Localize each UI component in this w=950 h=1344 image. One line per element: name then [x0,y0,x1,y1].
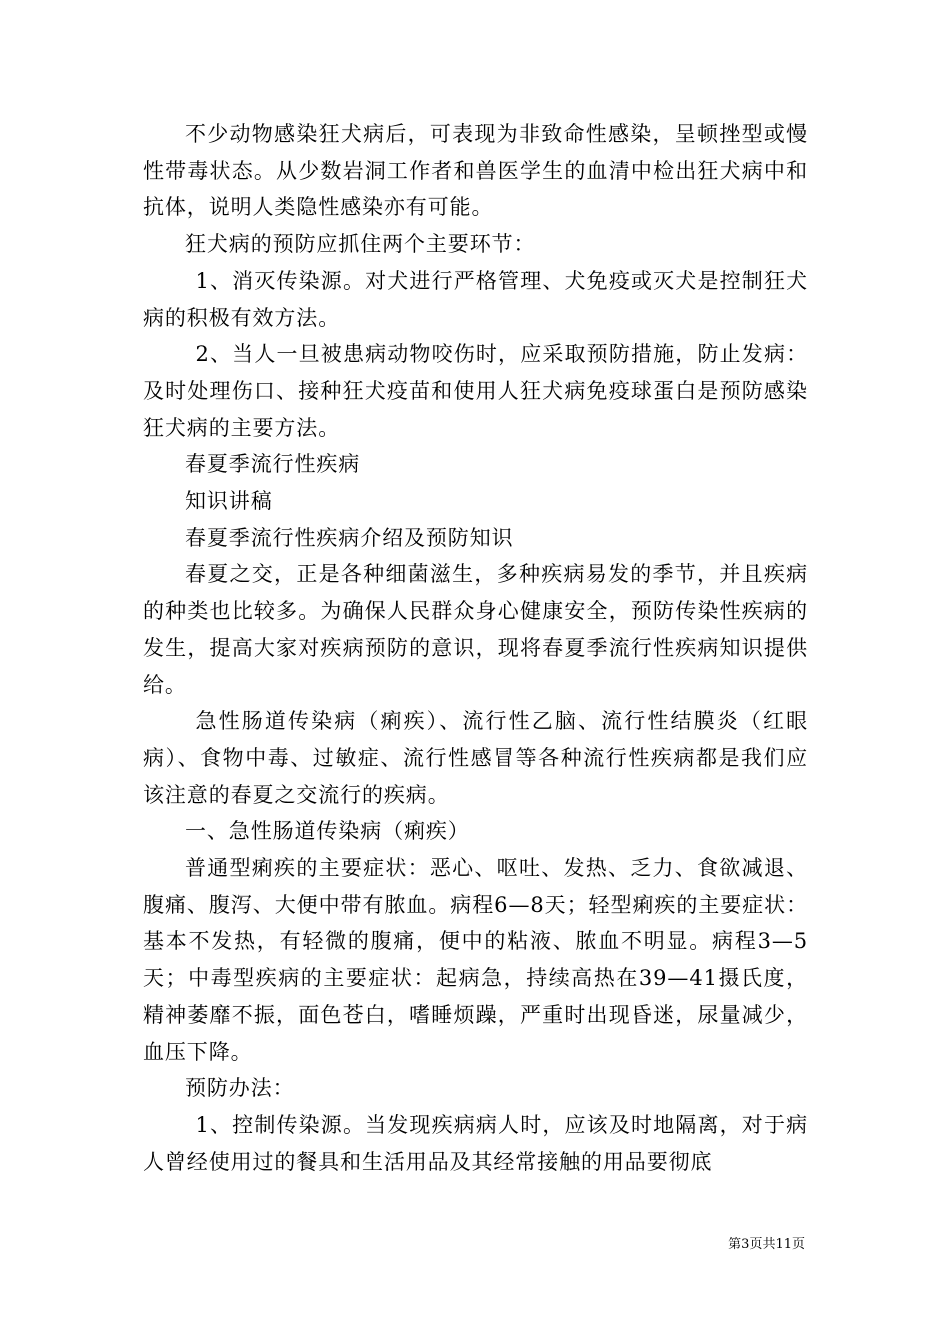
paragraph-disease-list: 急性肠道传染病（痢疾）、流行性乙脑、流行性结膜炎（红眼病）、食物中毒、过敏症、流行性感冒等各种流行性疾病都是我们应该注意的春夏之交流行的疾病。 [143,709,808,807]
heading-spring-summer-diseases: 春夏季流行性疾病 [185,452,361,477]
heading-introduction-prevention: 春夏季流行性疾病介绍及预防知识 [185,525,514,550]
heading-lecture-notes: 知识讲稿 [185,489,273,514]
paragraph-prevention-intro: 狂犬病的预防应抓住两个主要环节： [185,232,536,257]
paragraph-dysentery-symptoms: 普通型痢疾的主要症状：恶心、呕吐、发热、乏力、食欲减退、腹痛、腹泻、大便中带有脓血。病程6—8天；轻型痢疾的主要症状：基本不发热，有轻微的腹痛，便中的粘液、脓血不明显。病程3—5天；中毒型疾病的主要症状：起病急，持续高热在39—41摄氏度，精神萎靡不振，面色苍白，嗜睡烦躁，严重时出现昏迷，尿量减少，血压下降。 [143,856,808,1064]
heading-prevention-methods: 预防办法： [185,1076,295,1101]
paragraph-rabies-infection: 不少动物感染狂犬病后，可表现为非致命性感染，呈顿挫型或慢性带毒状态。从少数岩洞工作者和兽医学生的血清中检出狂犬病中和抗体，说明人类隐性感染亦有可能。 [143,122,808,220]
paragraph-eliminate-source: 1、消灭传染源。对犬进行严格管理、犬免疫或灭犬是控制狂犬病的积极有效方法。 [143,268,808,330]
page-number-footer: 第3页共11页 [728,1237,805,1252]
document-body [143,116,808,1180]
paragraph-control-source: 1、控制传染源。当发现疾病病人时，应该及时地隔离，对于病人曾经使用过的餐具和生活用品及其经常接触的用品要彻底 [143,1112,808,1174]
heading-section-one: 一、急性肠道传染病（痢疾） [185,819,470,844]
paragraph-season-intro: 春夏之交，正是各种细菌滋生，多种疾病易发的季节，并且疾病的种类也比较多。为确保人民群众身心健康安全，预防传染性疾病的发生，提高大家对疾病预防的意识，现将春夏季流行性疾病知识提供给。 [143,562,808,697]
paragraph-bite-measures: 2、当人一旦被患病动物咬伤时，应采取预防措施，防止发病：及时处理伤口、接种狂犬疫苗和使用人狂犬病免疫球蛋白是预防感染狂犬病的主要方法。 [143,342,808,440]
